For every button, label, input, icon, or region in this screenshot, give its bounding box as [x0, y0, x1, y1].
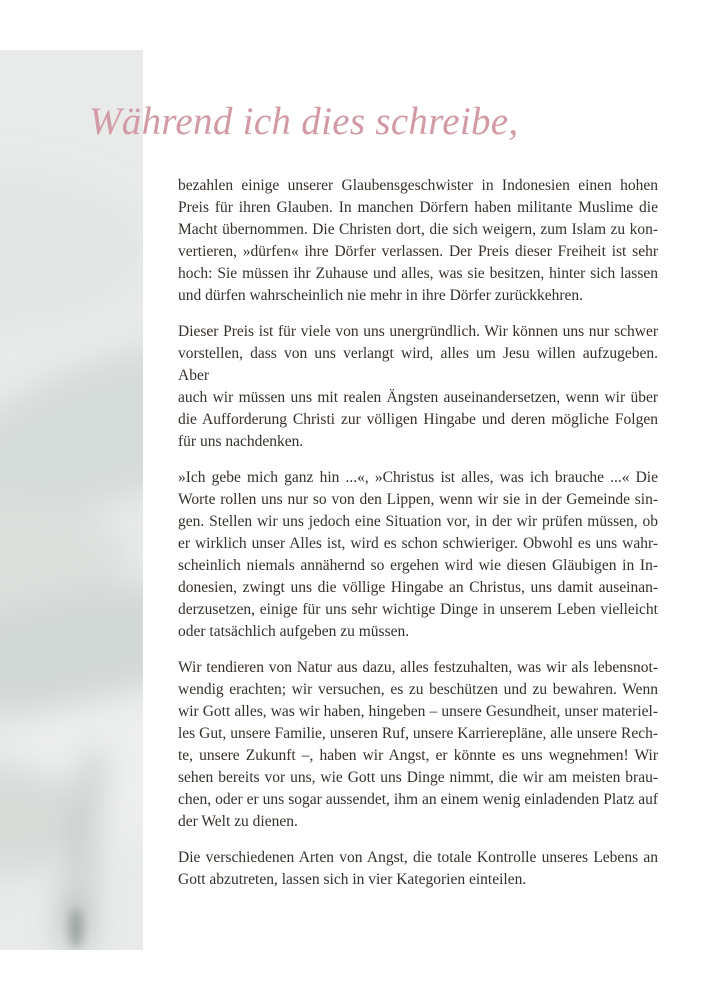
text-line: bezahlen einige unserer Glaubensgeschwister in Indonesien einen hohen [178, 177, 658, 194]
text-line: auch wir müssen uns mit realen Ängsten auseinandersetzen, wenn wir über [178, 389, 658, 406]
text-line: vorstellen, dass von uns verlangt wird, alles um Jesu willen aufzugeben. Aber [178, 345, 658, 384]
text-line: Macht übernommen. Die Christen dort, die sich weigern, zum Islam zu kon- [178, 221, 658, 238]
text-line: wendig erachten; wir versuchen, es zu beschützen und zu bewahren. Wenn [178, 681, 658, 698]
text-line: der Welt zu dienen. [178, 813, 298, 830]
paragraph [178, 847, 658, 891]
text-line: sehen bereits vor uns, wie Gott uns Dinge nimmt, die wir am meisten brau- [178, 769, 658, 786]
text-line: gen. Stellen wir uns jedoch eine Situation vor, in der wir prüfen müssen, ob [178, 513, 658, 530]
side-image-panel [0, 50, 143, 950]
text-line: für uns nachdenken. [178, 433, 304, 450]
text-line: Gott abzutreten, lassen sich in vier Kategorien einteilen. [178, 871, 527, 888]
text-line: Die verschiedenen Arten von Angst, die totale Kontrolle unseres Lebens an [178, 849, 658, 866]
paragraph [178, 657, 658, 833]
text-line: Preis für ihren Glauben. In manchen Dörfern haben militante Muslime die [178, 199, 658, 216]
text-line: hoch: Sie müssen ihr Zuhause und alles, was sie besitzen, hinter sich lassen [178, 265, 658, 282]
text-line: »Ich gebe mich ganz hin ...«, »Christus ist alles, was ich brauche ...« Die [178, 469, 658, 486]
text-line: scheinlich niemals annähernd so ergehen wird wie diesen Gläubigen in In- [178, 557, 658, 574]
text-line: vertieren, »dürfen« ihre Dörfer verlassen. Der Preis dieser Freiheit ist sehr [178, 243, 658, 260]
body-text [178, 175, 658, 905]
text-line: les Gut, unsere Familie, unseren Ruf, unsere Karrierepläne, alle unsere Rech- [178, 725, 658, 742]
text-line: chen, oder er uns sogar aussendet, ihm an einem wenig einladenden Platz auf [178, 791, 658, 808]
paragraph [178, 175, 658, 307]
text-line: Dieser Preis ist für viele von uns unergründlich. Wir können uns nur schwer [178, 323, 658, 340]
paragraph [178, 321, 658, 453]
chapter-opening-phrase: Während ich dies schreibe, [89, 100, 519, 143]
text-line: oder tatsächlich aufgeben zu müssen. [178, 623, 410, 640]
text-line: Worte rollen uns nur so von den Lippen, wenn wir sie in der Gemeinde sin- [178, 491, 658, 508]
text-line: derzusetzen, einige für uns sehr wichtige Dinge in unserem Leben vielleicht [178, 601, 658, 618]
text-line: wir Gott alles, was wir haben, hingeben – unsere Gesundheit, unser materiel- [178, 703, 658, 720]
text-line: er wirklich unser Alles ist, wird es schon schwieriger. Obwohl es uns wahr- [178, 535, 658, 552]
text-line: Wir tendieren von Natur aus dazu, alles festzuhalten, was wir als lebensnot- [178, 659, 658, 676]
text-line: die Aufforderung Christi zur völligen Hingabe und deren mögliche Folgen [178, 411, 658, 428]
feather-image [0, 50, 143, 950]
text-line: und dürfen wahrscheinlich nie mehr in ihre Dörfer zurückkehren. [178, 287, 583, 304]
paragraph [178, 467, 658, 643]
text-line: te, unsere Zukunft –, haben wir Angst, er könnte es uns wegnehmen! Wir [178, 747, 658, 764]
text-line: donesien, zwingt uns die völlige Hingabe an Christus, uns damit auseinan- [178, 579, 658, 596]
